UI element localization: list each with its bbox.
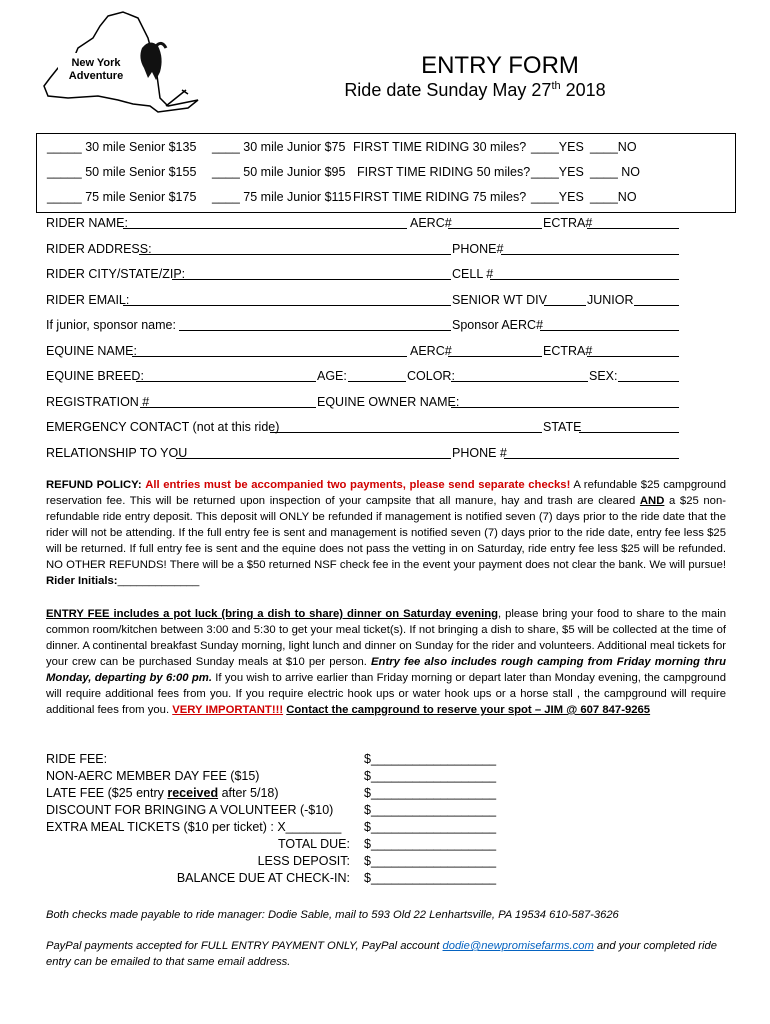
late-fee-label: LATE FEE ($25 entry received after 5/18) (46, 786, 279, 800)
balance-due-label: BALANCE DUE AT CHECK-IN: (176, 871, 350, 885)
senior-wt-line[interactable] (544, 293, 586, 306)
total-due-amount[interactable]: $__________________ (364, 837, 497, 851)
camping-note: Entry fee also includes rough camping from Friday morning thru Monday, departing by 6:00 pm. (46, 656, 726, 684)
rider-email-line[interactable] (123, 293, 451, 306)
first-time-75-no[interactable]: ____NO (590, 190, 637, 204)
option-junior-30[interactable]: ____ 30 mile Junior $75 (212, 140, 346, 154)
relationship-label: RELATIONSHIP TO YOU (46, 446, 188, 460)
equine-aerc-label: AERC# (410, 344, 452, 358)
ride-fee-label: RIDE FEE: (46, 752, 108, 766)
sponsor-row (46, 318, 686, 336)
rider-initials-label: Rider Initials: (46, 575, 118, 587)
sponsor-aerc-label: Sponsor AERC# (452, 318, 544, 332)
equine-sex-label: SEX: (589, 369, 618, 383)
equine-color-label: COLOR: (407, 369, 455, 383)
emergency-state-line[interactable] (579, 420, 679, 433)
equine-name-row (46, 344, 686, 362)
equine-age-line[interactable] (348, 369, 406, 382)
emergency-contact-label: EMERGENCY CONTACT (not at this ride) (46, 420, 280, 434)
option-senior-30[interactable]: _____ 30 mile Senior $135 (47, 140, 197, 154)
rider-name-line[interactable] (123, 216, 407, 229)
balance-due-amount[interactable]: $__________________ (364, 871, 497, 885)
rider-address-label: RIDER ADDRESS: (46, 242, 152, 256)
less-deposit-label: LESS DEPOSIT: (257, 854, 350, 868)
ride-date: Ride date Sunday May 27th 2018 (344, 80, 606, 100)
senior-wt-label: SENIOR WT DIV (452, 293, 547, 307)
first-time-30-yes[interactable]: ____YES (531, 140, 584, 154)
rider-cell-label: CELL # (452, 267, 494, 281)
rider-address-line[interactable] (139, 242, 451, 255)
extra-meal-amount[interactable]: $__________________ (364, 820, 497, 834)
rider-aerc-line[interactable] (448, 216, 542, 229)
relationship-row (46, 446, 686, 464)
equine-name-line[interactable] (132, 344, 407, 357)
rider-city-row (46, 267, 686, 285)
option-junior-75[interactable]: ____ 75 mile Junior $115 (212, 190, 352, 204)
emergency-state-label: STATE (543, 420, 582, 434)
logo-line1: New York (71, 57, 121, 69)
refund-policy (46, 477, 726, 589)
equine-sex-line[interactable] (618, 369, 679, 382)
rider-initials-field[interactable]: _____________ (117, 575, 200, 587)
refund-text-2: a $25 non-refundable ride entry deposit. This deposit will ONLY be refunded if management is notified seven (7) days prior to the ride date that the rider will not be attending. If the full entry fee is sent and management is notified seven (7) days prior to the ride date, entry fee less $25 will be returned. If full entry fee is sent and the equine does not pass the vetting in on Saturday, ride entry fee less $25 will be refunded. NO OTHER REFUNDS! There will be a $50 returned NSF check fee in the event your payment does not clear the bank. We will pursue! (46, 495, 727, 571)
rider-city-label: RIDER CITY/STATE/ZIP: (46, 267, 186, 281)
logo-line2: Adventure (68, 70, 124, 82)
rider-phone-label: PHONE# (452, 242, 504, 256)
refund-label: REFUND POLICY: (46, 479, 142, 491)
emergency-contact-line[interactable] (270, 420, 542, 433)
first-time-50-no[interactable]: ____ NO (590, 165, 641, 179)
junior-line[interactable] (634, 293, 679, 306)
sponsor-name-line[interactable] (179, 318, 451, 331)
relationship-line[interactable] (176, 446, 451, 459)
distance-options-box (36, 133, 736, 213)
first-time-75-yes[interactable]: ____YES (531, 190, 584, 204)
sponsor-aerc-line[interactable] (540, 318, 679, 331)
relationship-phone-label: PHONE # (452, 446, 507, 460)
rider-cell-line[interactable] (490, 267, 679, 280)
first-time-30-no[interactable]: ____NO (590, 140, 637, 154)
discount-label: DISCOUNT FOR BRINGING A VOLUNTEER (-$10) (46, 803, 334, 817)
rider-email-label: RIDER EMAIL: (46, 293, 130, 307)
rider-city-line[interactable] (172, 267, 451, 280)
relationship-phone-line[interactable] (504, 446, 679, 459)
equine-aerc-line[interactable] (448, 344, 542, 357)
late-fee-amount[interactable]: $__________________ (364, 786, 497, 800)
refund-and: AND (639, 495, 665, 507)
paypal-note: PayPal payments accepted for FULL ENTRY PAYMENT ONLY, PayPal account dodie@newpromisefarms.com and your completed ride entry can be emailed to that same email address. (46, 940, 717, 968)
emergency-row (46, 420, 686, 438)
rider-ectra-line[interactable] (587, 216, 679, 229)
option-senior-50[interactable]: _____ 50 mile Senior $155 (47, 165, 197, 179)
registration-row (46, 395, 686, 413)
very-important: VERY IMPORTANT!!! (172, 704, 284, 716)
entry-fee-text-1: , please bring your food to share to the main common room/kitchen between 3:00 and 5:30 to get your meal ticket(s). If not bringing a dish to share, $5 will be collected at the time of dinner. A continental breakfast Sunday morning, light lunch and dinner on Sunday for the rider and volunteers. Additional meal tickets for your crew can be purchased Sunday meals at $10 per person. (46, 608, 726, 668)
non-aerc-fee-amount[interactable]: $__________________ (364, 769, 497, 783)
rider-email-row (46, 293, 686, 311)
sponsor-name-label: If junior, sponsor name: (46, 318, 176, 332)
checks-payable-note: Both checks made payable to ride manager: Dodie Sable, mail to 593 Old 22 Lenhartsville, PA 19534 610-587-3626 (46, 909, 619, 921)
registration-label: REGISTRATION # (46, 395, 150, 409)
first-time-50-yes[interactable]: ____YES (531, 165, 584, 179)
option-junior-50[interactable]: ____ 50 mile Junior $95 (212, 165, 346, 179)
equine-ectra-line[interactable] (587, 344, 679, 357)
non-aerc-fee-label: NON-AERC MEMBER DAY FEE ($15) (46, 769, 260, 783)
equine-breed-row (46, 369, 686, 387)
equine-name-label: EQUINE NAME: (46, 344, 137, 358)
entry-fee-heading: ENTRY FEE includes a pot luck (bring a dish to share) dinner on Saturday evening (46, 608, 499, 620)
rider-aerc-label: AERC# (410, 216, 452, 230)
total-due-label: TOTAL DUE: (277, 837, 350, 851)
equine-breed-label: EQUINE BREED: (46, 369, 144, 383)
first-time-50: FIRST TIME RIDING 50 miles? (357, 165, 531, 179)
extra-meal-label[interactable]: EXTRA MEAL TICKETS ($10 per ticket) : X________ (46, 820, 342, 834)
new-york-adventure-logo (38, 8, 208, 133)
rider-name-label: RIDER NAME: (46, 216, 128, 230)
owner-name-label: EQUINE OWNER NAME: (317, 395, 460, 409)
refund-warning: All entries must be accompanied two payments, please send separate checks! (145, 479, 571, 491)
form-title: ENTRY FORM (421, 52, 579, 79)
first-time-75: FIRST TIME RIDING 75 miles? (353, 190, 527, 204)
equine-breed-line[interactable] (136, 369, 316, 382)
campground-contact: Contact the campground to reserve your spot – JIM @ 607 847-9265 (286, 704, 651, 716)
equine-ectra-label: ECTRA# (543, 344, 593, 358)
ride-fee-amount[interactable]: $__________________ (364, 752, 497, 766)
equine-color-line[interactable] (451, 369, 588, 382)
entry-fee-text-2: If you wish to arrive earlier than Friday morning or depart later than Monday evening, the campground will require additional fees from you. If you require electric hook ups or water hook ups or a horse stall , the campground will require additional fees from you. (46, 672, 727, 716)
owner-name-line[interactable] (451, 395, 679, 408)
rider-address-row (46, 242, 686, 260)
refund-text-1: A refundable $25 campground reservation fee. This will be returned upon inspection of your campsite that all manure, hay and trash are cleared (46, 479, 727, 507)
junior-label: JUNIOR (587, 293, 634, 307)
option-senior-75[interactable]: _____ 75 mile Senior $175 (47, 190, 197, 204)
rider-name-row (46, 216, 686, 234)
registration-line[interactable] (140, 395, 316, 408)
entry-fee-info (46, 606, 726, 718)
first-time-30: FIRST TIME RIDING 30 miles? (353, 140, 527, 154)
paypal-email-link[interactable]: dodie@newpromisefarms.com (442, 940, 594, 952)
equine-age-label: AGE: (317, 369, 347, 383)
discount-amount[interactable]: $__________________ (364, 803, 497, 817)
less-deposit-amount[interactable]: $__________________ (364, 854, 497, 868)
rider-ectra-label: ECTRA# (543, 216, 593, 230)
rider-phone-line[interactable] (501, 242, 679, 255)
